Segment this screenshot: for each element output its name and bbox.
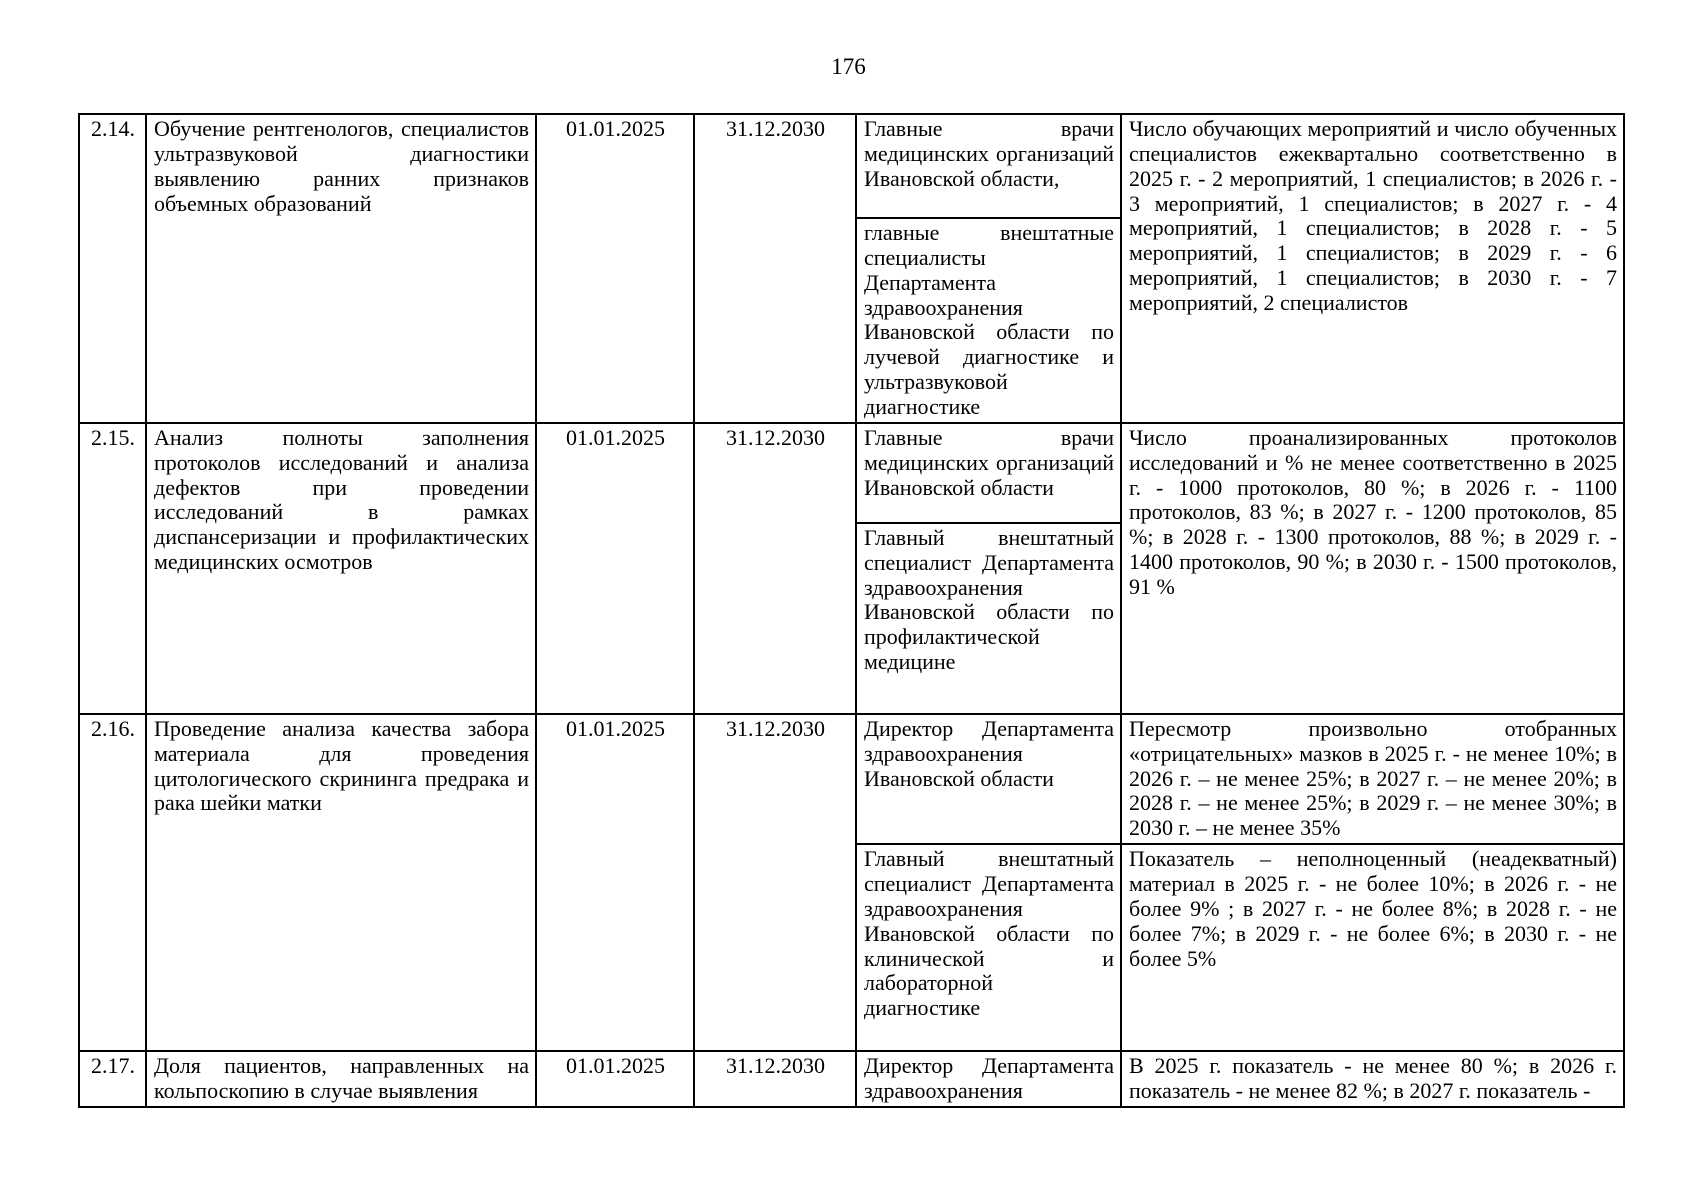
responsible-cell: Главный внештатный специалист Департамента здравоохранения Ивановской области по профилактической медицине (856, 523, 1121, 714)
indicator-cell: Показатель – неполноценный (неадекватный) материал в 2025 г. - не более 10%; в 2026 г. - не более 9% ; в 2027 г. - не более 8%; в 2028 г. - не более 7%; в 2029 г. - не более 6%; в 2030 г. - не более 5% (1121, 844, 1624, 1051)
start-date-cell: 01.01.2025 (536, 1051, 694, 1107)
activity-cell: Обучение рентгенологов, специалистов ультразвуковой диагностики выявлению ранних признаков объемных образований (146, 114, 536, 423)
end-date-cell: 31.12.2030 (694, 423, 856, 714)
responsible-cell: Главные врачи медицинских организаций Ивановской области (856, 423, 1121, 523)
indicator-cell: Число обучающих мероприятий и число обученных специалистов ежеквартально соответственно в 2025 г. - 2 мероприятий, 1 специалистов; в 2026 г. - 3 мероприятий, 1 специалистов; в 2027 г. - 4 мероприятий, 1 специалистов; в 2028 г. - 5 мероприятий, 1 специалистов; в 2029 г. - 6 мероприятий, 1 специалистов; в 2030 г. - 7 мероприятий, 2 специалистов (1121, 114, 1624, 423)
responsible-cell: главные внештатные специалисты Департамента здравоохранения Ивановской области по лучевой диагностике и ультразвуковой диагностике (856, 218, 1121, 423)
responsible-cell: Главный внештатный специалист Департамента здравоохранения Ивановской области по клинической и лабораторной диагностике (856, 844, 1121, 1051)
page-number: 176 (831, 54, 866, 79)
indicator-cell: Число проанализированных протоколов исследований и % не менее соответственно в 2025 г. - 1000 протоколов, 80 %; в 2026 г. - 1100 протоколов, 83 %; в 2027 г. - 1200 протоколов, 85 %; в 2028 г. - 1300 протоколов, 88 %; в 2029 г. - 1400 протоколов, 90 %; в 2030 г. - 1500 протоколов, 91 % (1121, 423, 1624, 714)
responsible-cell: Главные врачи медицинских организаций Ивановской области, (856, 114, 1121, 218)
end-date-cell: 31.12.2030 (694, 1051, 856, 1107)
indicator-cell: В 2025 г. показатель - не менее 80 %; в 2026 г. показатель - не менее 82 %; в 2027 г. показатель - (1121, 1051, 1624, 1107)
responsible-cell: Директор Департамента здравоохранения Ивановской области (856, 714, 1121, 844)
indicator-cell: Пересмотр произвольно отобранных «отрицательных» мазков в 2025 г. - не менее 10%; в 2026 г. – не менее 25%; в 2027 г. – не менее 20%; в 2028 г. – не менее 25%; в 2029 г. – не менее 30%; в 2030 г. – не менее 35% (1121, 714, 1624, 844)
table-row (79, 423, 1624, 523)
table-row (79, 714, 1624, 844)
start-date-cell: 01.01.2025 (536, 423, 694, 714)
table-row (79, 1051, 1624, 1107)
action-plan-table (78, 113, 1625, 1108)
row-number-cell: 2.16. (79, 714, 146, 1051)
table-row (79, 114, 1624, 218)
activity-cell: Доля пациентов, направленных на кольпоскопию в случае выявления (146, 1051, 536, 1107)
end-date-cell: 31.12.2030 (694, 114, 856, 423)
row-number-cell: 2.17. (79, 1051, 146, 1107)
end-date-cell: 31.12.2030 (694, 714, 856, 1051)
row-number-cell: 2.14. (79, 114, 146, 423)
row-number-cell: 2.15. (79, 423, 146, 714)
responsible-cell: Директор Департамента здравоохранения (856, 1051, 1121, 1107)
activity-cell: Проведение анализа качества забора материала для проведения цитологического скрининга предрака и рака шейки матки (146, 714, 536, 1051)
start-date-cell: 01.01.2025 (536, 714, 694, 1051)
start-date-cell: 01.01.2025 (536, 114, 694, 423)
activity-cell: Анализ полноты заполнения протоколов исследований и анализа дефектов при проведении исследований в рамках диспансеризации и профилактических медицинских осмотров (146, 423, 536, 714)
